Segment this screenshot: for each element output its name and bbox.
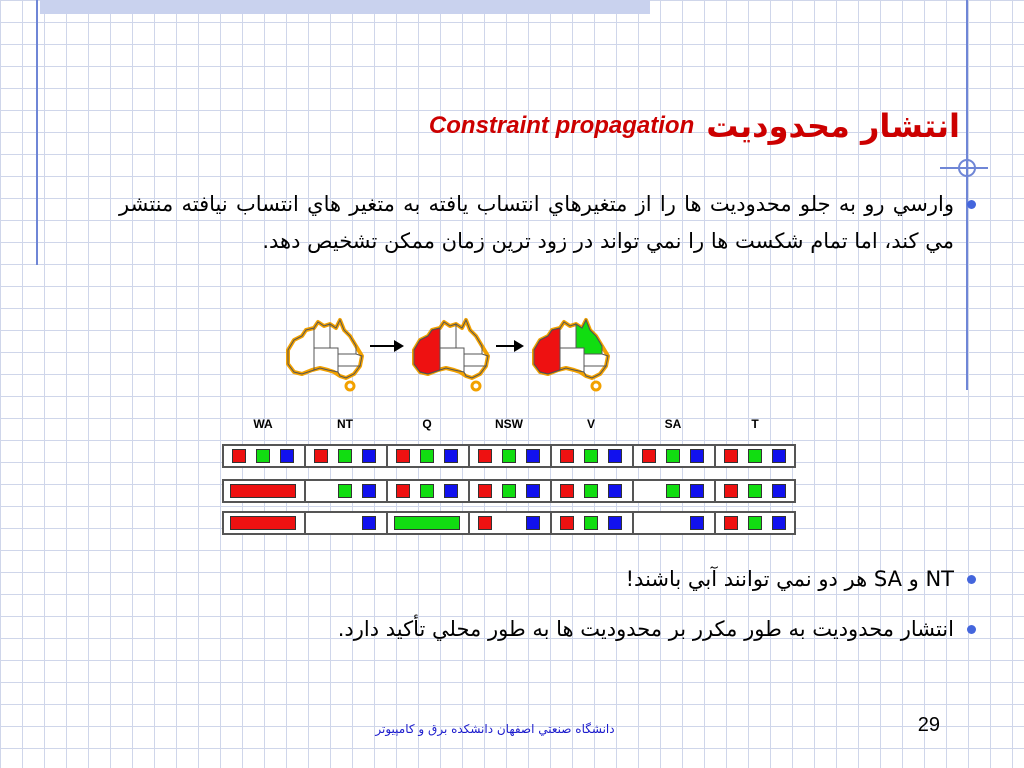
domain-value-red (396, 484, 410, 498)
page-number: 29 (917, 714, 940, 736)
column-header-v: V (586, 417, 595, 431)
domain-value-red (478, 484, 492, 498)
arrow-head (394, 340, 404, 352)
domain-value-blue (608, 484, 622, 498)
domain-value-green (502, 449, 516, 463)
top-band (40, 0, 650, 14)
domain-value-green (338, 484, 352, 498)
domain-cell-nt (306, 446, 388, 466)
domain-cell-sa (634, 481, 716, 501)
domain-cell-nsw (470, 513, 552, 533)
domain-value-blue (772, 516, 786, 530)
domain-value-red (560, 516, 574, 530)
column-header-nt: NT (337, 417, 353, 431)
domain-value-blue (772, 484, 786, 498)
domain-cell-nsw (470, 481, 552, 501)
domain-value-red (724, 484, 738, 498)
domain-cell-q (388, 513, 470, 533)
bullet-text: وارسي رو به جلو محدوديت ها را از متغيرهاي انتساب يافته به متغير هاي انتساب نيافته منتشر مي کند، اما تمام شکست ها را نمي تواند در زود ترين زمان ممکن تشخيص دهد. (119, 192, 954, 253)
domain-value-blue (772, 449, 786, 463)
domain-value-blue (608, 449, 622, 463)
domain-cell-wa (224, 513, 306, 533)
domain-value-red (560, 449, 574, 463)
domain-value-green (256, 449, 270, 463)
right-horizontal-line (940, 167, 988, 169)
domain-cell-v (552, 513, 634, 533)
domain-value-red (560, 484, 574, 498)
column-header-q: Q (422, 417, 432, 431)
domain-value-green (666, 449, 680, 463)
australia-maps-sequence (280, 312, 620, 392)
domain-value-green (338, 449, 352, 463)
domain-value-blue (690, 516, 704, 530)
map-tasmania (472, 382, 480, 390)
domain-value-green (584, 449, 598, 463)
domain-value-red (396, 449, 410, 463)
domain-value-blue (526, 449, 540, 463)
australia-map (288, 320, 362, 390)
arrow-head (514, 340, 524, 352)
column-header-wa: WA (253, 417, 273, 431)
domain-value-red (230, 516, 296, 530)
domain-value-green (420, 449, 434, 463)
domain-value-blue (362, 516, 376, 530)
domain-cell-nt (306, 481, 388, 501)
map-tasmania (592, 382, 600, 390)
bullet-text: NT و SA هر دو نمي توانند آبي باشند! (625, 567, 954, 591)
map-tasmania (346, 382, 354, 390)
domain-value-red (478, 449, 492, 463)
domain-cell-q (388, 446, 470, 466)
domain-cell-nsw (470, 446, 552, 466)
bullet-dot (967, 625, 976, 634)
domain-cell-t (716, 513, 798, 533)
domain-cell-sa (634, 446, 716, 466)
domain-value-red (232, 449, 246, 463)
domain-value-blue (690, 449, 704, 463)
australia-map (534, 320, 608, 390)
domain-value-blue (526, 484, 540, 498)
domain-value-green (748, 484, 762, 498)
column-header-sa: SA (664, 417, 682, 431)
domain-table-header (222, 410, 796, 438)
bullet-local-consistency (119, 614, 954, 644)
domain-value-blue (444, 484, 458, 498)
domain-value-blue (280, 449, 294, 463)
bullet-text: انتشار محدوديت به طور مکرر بر محدوديت ها به طور محلي تأکيد دارد. (337, 617, 954, 641)
domain-value-blue (362, 449, 376, 463)
title-english: Constraint propagation (428, 112, 695, 139)
domain-value-green (420, 484, 434, 498)
domain-value-green (394, 516, 460, 530)
domain-row (222, 511, 796, 535)
domain-cell-wa (224, 446, 306, 466)
bullet-dot (967, 575, 976, 584)
left-vertical-line (36, 0, 38, 265)
domain-value-green (584, 484, 598, 498)
column-header-nsw: NSW (495, 417, 523, 431)
domain-cell-v (552, 481, 634, 501)
domain-value-red (230, 484, 296, 498)
domain-cell-nt (306, 513, 388, 533)
domain-value-blue (608, 516, 622, 530)
domain-value-red (642, 449, 656, 463)
domain-cell-wa (224, 481, 306, 501)
domain-value-red (724, 516, 738, 530)
domain-value-green (502, 484, 516, 498)
bullet-dot (967, 200, 976, 209)
domain-value-green (666, 484, 680, 498)
domain-value-green (748, 516, 762, 530)
australia-map (414, 320, 488, 390)
domain-value-red (478, 516, 492, 530)
bullet-nt-sa-blue (119, 564, 954, 594)
slide-title (260, 96, 960, 156)
domain-row (222, 444, 796, 468)
domain-cell-v (552, 446, 634, 466)
title-persian: انتشار محدوديت (706, 107, 960, 145)
domain-row (222, 479, 796, 503)
domain-cell-q (388, 481, 470, 501)
footer-university: دانشگاه صنعتي اصفهان دانشکده برق و کامپيوتر (375, 722, 615, 736)
right-vertical-line (966, 0, 968, 390)
domain-value-red (724, 449, 738, 463)
bullet-forward-checking (119, 186, 954, 260)
domain-cell-t (716, 481, 798, 501)
domain-value-blue (362, 484, 376, 498)
domain-value-green (584, 516, 598, 530)
column-header-t: T (751, 417, 759, 431)
domain-cell-t (716, 446, 798, 466)
domain-value-blue (690, 484, 704, 498)
domain-value-blue (526, 516, 540, 530)
domain-value-blue (444, 449, 458, 463)
domain-cell-sa (634, 513, 716, 533)
domain-value-red (314, 449, 328, 463)
domain-value-green (748, 449, 762, 463)
